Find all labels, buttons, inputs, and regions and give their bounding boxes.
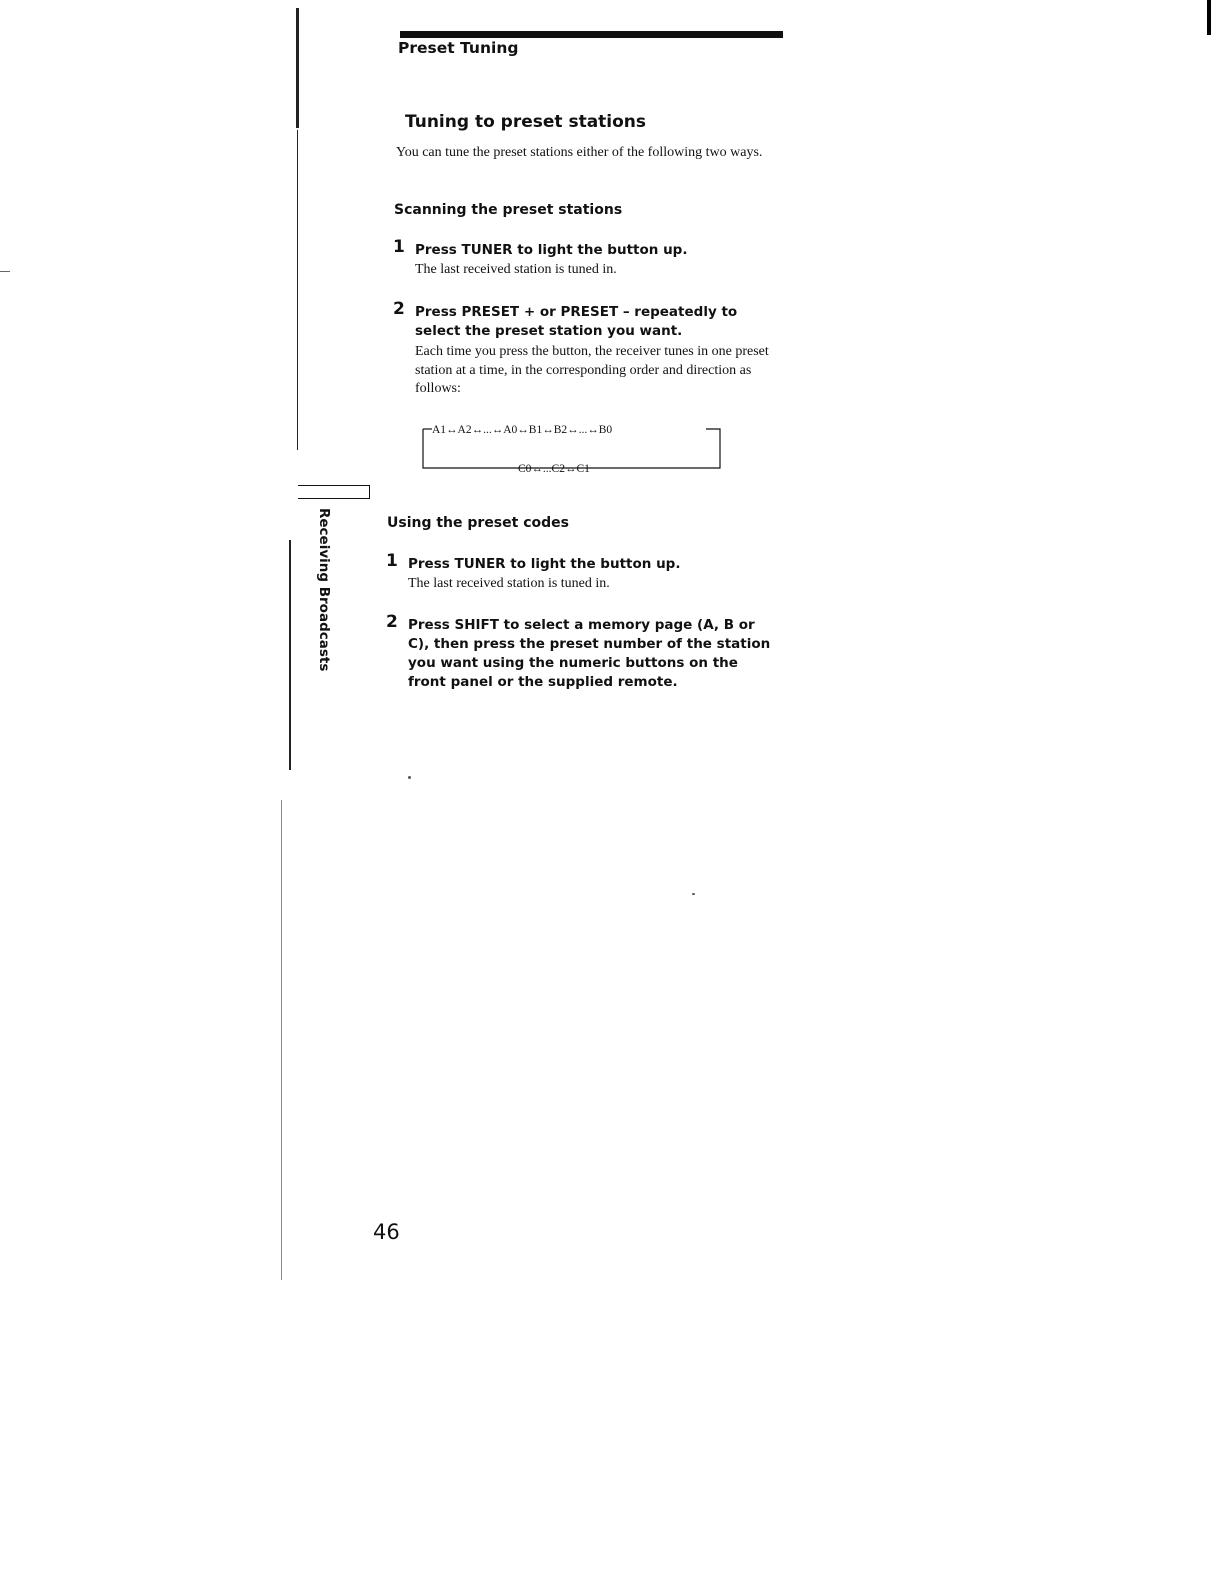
speck bbox=[692, 893, 695, 895]
speck bbox=[408, 776, 411, 779]
binding-edge-line bbox=[289, 540, 291, 770]
diagram-bottom-row: C0↔...C2↔C1 bbox=[518, 463, 590, 475]
step-description: Each time you press the button, the receiver tunes in one preset station at a time, in the corresponding order and direction as follows: bbox=[415, 344, 769, 396]
intro-paragraph: You can tune the preset stations either of the following two ways. bbox=[396, 145, 763, 160]
page-number: 46 bbox=[373, 1220, 400, 1244]
step-instruction: Press PRESET + or PRESET – repeatedly to select the preset station you want. bbox=[415, 304, 738, 339]
section-title: Preset Tuning bbox=[398, 39, 519, 57]
step-instruction: Press TUNER to light the button up. bbox=[408, 556, 681, 572]
step-instruction: Press TUNER to light the button up. bbox=[415, 242, 688, 258]
header-rule bbox=[400, 31, 783, 38]
step-description: The last received station is tuned in. bbox=[408, 576, 610, 591]
subsection-title: Tuning to preset stations bbox=[405, 112, 647, 132]
side-tab-marker bbox=[298, 485, 370, 499]
edge-mark bbox=[0, 271, 10, 272]
preset-cycle-diagram bbox=[412, 418, 732, 480]
step-number: 2 bbox=[393, 299, 405, 319]
diagram-top-row: A1↔A2↔...↔A0↔B1↔B2↔...↔B0 bbox=[432, 424, 613, 436]
side-tab-label: Receiving Broadcasts bbox=[316, 508, 332, 672]
binding-edge-line bbox=[296, 8, 299, 128]
edge-mark bbox=[1207, 0, 1211, 35]
step-instruction: Press SHIFT to select a memory page (A, B or C), then press the preset number of the station you want using the numeric buttons on the front panel or the supplied remote. bbox=[408, 617, 771, 690]
binding-edge-line bbox=[297, 130, 298, 450]
binding-edge-line bbox=[281, 800, 282, 1280]
scanning-heading: Scanning the preset stations bbox=[394, 202, 623, 218]
step-description: The last received station is tuned in. bbox=[415, 262, 617, 277]
preset-codes-heading: Using the preset codes bbox=[387, 515, 569, 531]
step-number: 2 bbox=[386, 612, 398, 632]
step-number: 1 bbox=[393, 237, 405, 257]
step-number: 1 bbox=[386, 551, 398, 571]
